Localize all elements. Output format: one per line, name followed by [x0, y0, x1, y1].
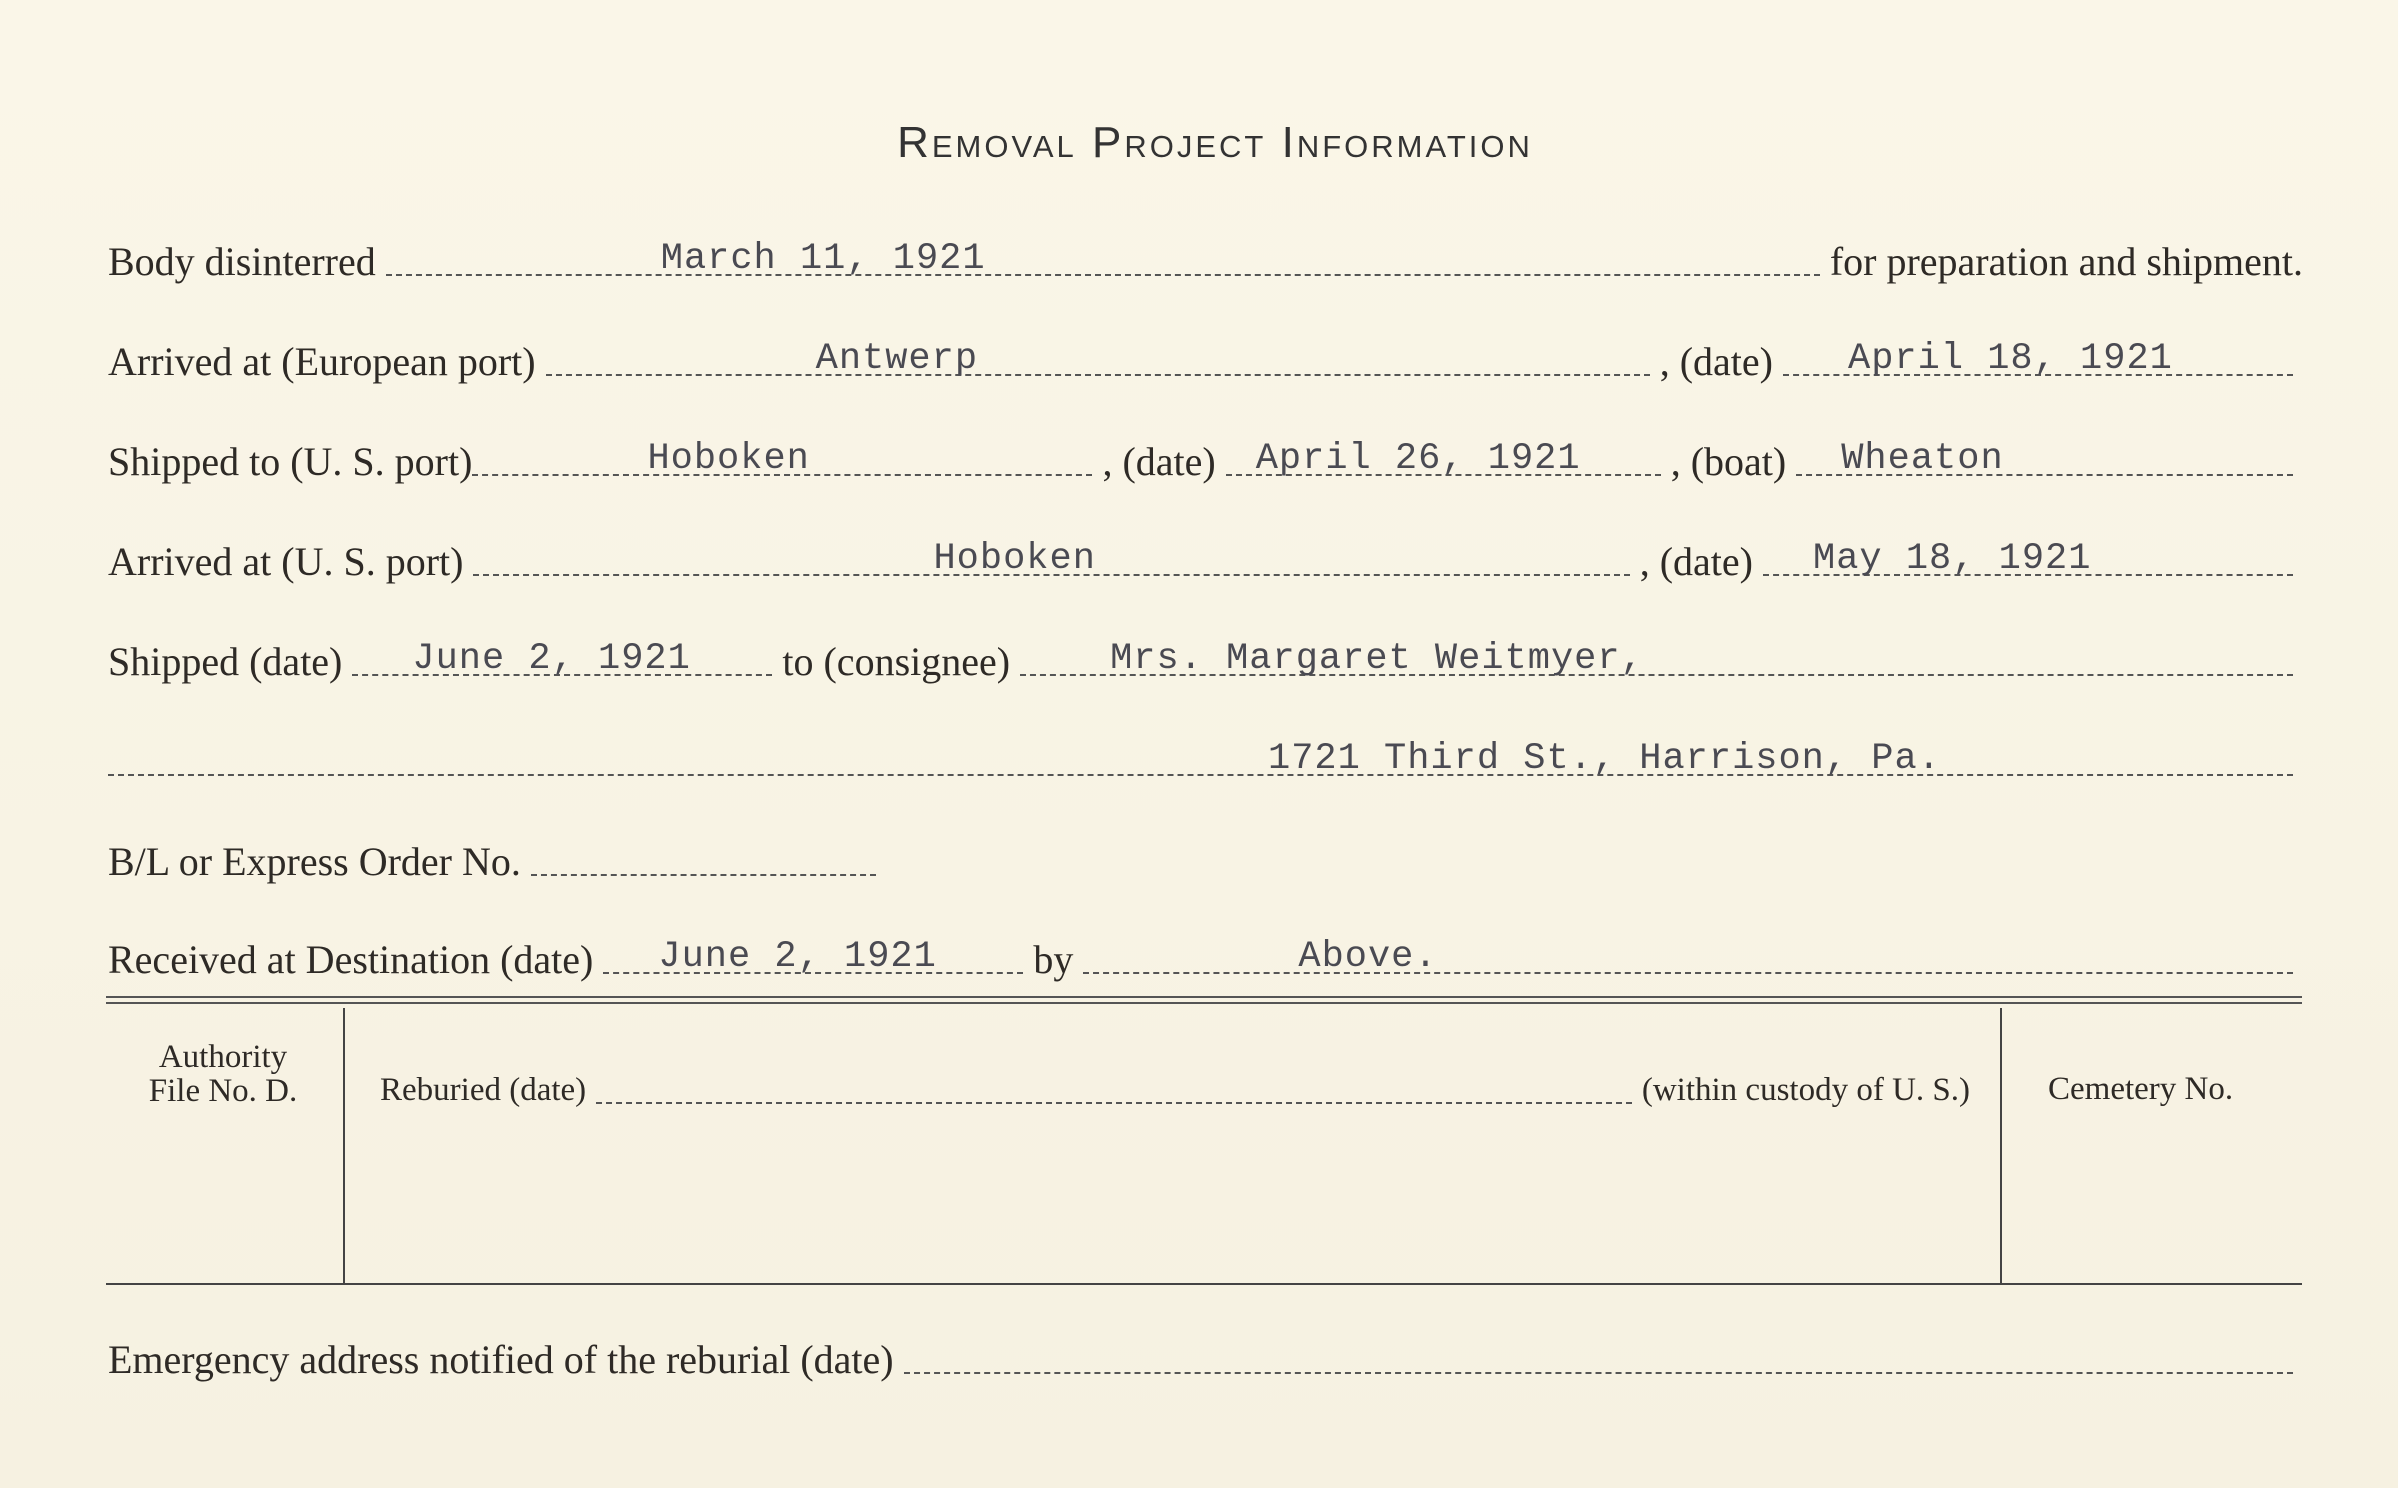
shipped-date-value: June 2, 1921 [412, 638, 691, 680]
cemetery-no-label: Cemetery No. [2048, 1071, 2234, 1107]
received-by-label: by [1033, 937, 1074, 982]
received-date-value: June 2, 1921 [658, 936, 937, 978]
reburied-label: Reburied (date) [380, 1072, 587, 1108]
row-shipped-consignee [108, 628, 2303, 688]
disinterred-label: Body disinterred [108, 239, 376, 284]
arrived-us-date-label: , (date) [1639, 539, 1753, 584]
european-port-field [546, 322, 1650, 380]
row-arrived-us [108, 528, 2303, 588]
authority-file-label [138, 1040, 308, 1108]
arrived-europe-label: Arrived at (European port) [108, 339, 536, 384]
bl-order-label: B/L or Express Order No. [108, 839, 521, 884]
row-arrived-europe [108, 328, 2303, 388]
received-date-field [603, 920, 1023, 978]
box-divider-left [343, 1008, 345, 1283]
disinterred-suffix: for preparation and shipment. [1829, 239, 2303, 284]
bl-order-field [531, 822, 876, 876]
arrived-us-label: Arrived at (U. S. port) [108, 539, 464, 584]
row-shipped-us [108, 428, 2303, 488]
address-field [108, 722, 2293, 780]
box-top-rule [106, 996, 2302, 1004]
us-port-field [472, 422, 1092, 480]
boat-value: Wheaton [1841, 438, 2004, 480]
disinterred-field [386, 222, 1820, 280]
us-port-value: Hoboken [647, 438, 810, 480]
consignee-value: Mrs. Margaret Weitmyer, [1110, 638, 1644, 680]
arrived-us-port-field [473, 522, 1629, 580]
european-port-value: Antwerp [815, 338, 979, 380]
box-divider-right [2000, 1008, 2002, 1283]
row-reburied [380, 1056, 1970, 1116]
shipped-us-date: April 26, 1921 [1255, 438, 1581, 480]
received-by-value: Above. [1298, 936, 1438, 978]
arrived-us-date: May 18, 1921 [1813, 538, 2092, 580]
emergency-date-field [904, 1320, 2293, 1374]
form-title: Removal Project Information [897, 118, 1533, 167]
received-by-field [1083, 920, 2293, 978]
arrived-us-date-field [1763, 522, 2293, 580]
received-label: Received at Destination (date) [108, 937, 594, 982]
row-body-disinterred [108, 228, 2303, 288]
arrived-europe-date-label: , (date) [1659, 339, 1773, 384]
shipped-us-date-label: , (date) [1102, 439, 1216, 484]
row-received [108, 926, 2303, 986]
arrived-europe-date-field [1783, 322, 2293, 380]
boat-field [1796, 422, 2293, 480]
disinterred-date: March 11, 1921 [660, 238, 986, 280]
address-value: 1721 Third St., Harrison, Pa. [1268, 738, 1941, 780]
shipped-date-label: Shipped (date) [108, 639, 343, 684]
box-bottom-rule [106, 1283, 2302, 1285]
row-emergency [108, 1326, 2303, 1386]
custody-label: (within custody of U. S.) [1641, 1072, 1970, 1108]
reburied-date-field [596, 1058, 1632, 1104]
shipped-date-field [352, 622, 772, 680]
authority-line-1: Authority [158, 1039, 288, 1075]
boat-label: , (boat) [1670, 439, 1787, 484]
arrived-europe-date: April 18, 1921 [1848, 338, 2173, 380]
consignee-label: to (consignee) [782, 639, 1011, 684]
consignee-field [1020, 622, 2293, 680]
arrived-us-port-value: Hoboken [933, 538, 1096, 580]
emergency-label: Emergency address notified of the reburial (date) [108, 1337, 894, 1382]
shipped-us-label: Shipped to (U. S. port) [108, 439, 473, 484]
authority-line-2: File No. D. [148, 1073, 298, 1109]
shipped-us-date-field [1226, 422, 1661, 480]
row-consignee-address [108, 728, 2303, 788]
row-bl-order [108, 828, 2303, 888]
